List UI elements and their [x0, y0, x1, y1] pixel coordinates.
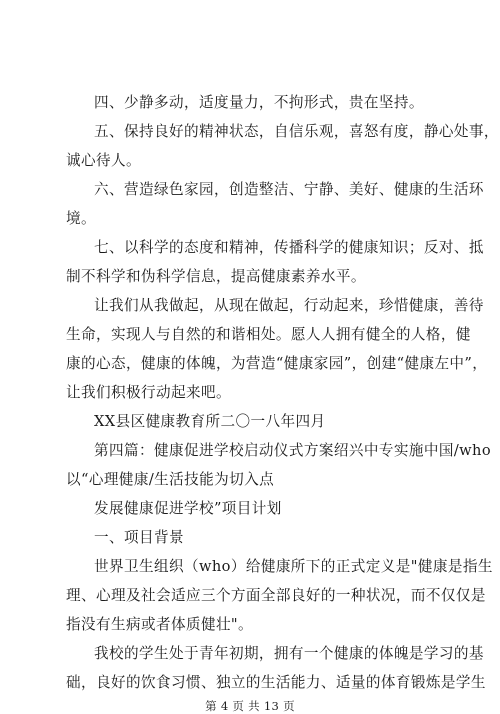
paragraph-line: 五、保持良好的精神状态，自信乐观，喜怒有度，静心处事，	[94, 123, 499, 140]
paragraph-line: 指没有生病或者体质健壮"。	[66, 616, 254, 633]
section-heading: 第四篇：健康促进学校启动仪式方案绍兴中专实施中国/who	[94, 442, 492, 459]
paragraph-line: 六、营造绿色家园，创造整洁、宁静、美好、健康的生活环	[94, 181, 484, 198]
paragraph-line: 理、心理及社会适应三个方面全部良好的一种状况，而不仅仅是	[66, 587, 486, 604]
paragraph-line: 础，良好的饮食习惯、独立的生活能力、适量的体育锻炼是学生	[66, 674, 486, 691]
paragraph-line: 境。	[66, 210, 96, 227]
paragraph-line: 诚心待人。	[66, 152, 141, 169]
paragraph-line: 让我们积极行动起来吧。	[66, 384, 231, 401]
paragraph-line: 生命，实现人与自然的和谐相处。愿人人拥有健全的人格，健	[66, 326, 471, 343]
paragraph-line: 我校的学生处于青年初期，拥有一个健康的体魄是学习的基	[94, 645, 484, 662]
paragraph-line: 四、少静多动，适度量力，不拘形式，贵在坚持。	[94, 94, 424, 111]
subsection-heading: 一、项目背景	[94, 529, 184, 546]
signature-line: XX县区健康教育所二〇一八年四月	[94, 413, 326, 430]
section-heading: 发展健康促进学校”项目计划	[94, 500, 282, 517]
section-heading: 以“心理健康/生活技能为切入点	[66, 471, 275, 488]
paragraph-line: 制不科学和伪科学信息，提高健康素养水平。	[66, 268, 366, 285]
paragraph-line: 康的心态，健康的体魄，为营造“健康家园”，创建“健康左中”，	[66, 355, 488, 372]
paragraph-line: 让我们从我做起，从现在做起，行动起来，珍惜健康，善待	[94, 297, 484, 314]
page-footer: 第 4 页 共 13 页	[205, 699, 295, 713]
paragraph-line: 世界卫生组织（who）给健康所下的正式定义是"健康是指生	[94, 558, 493, 575]
paragraph-line: 七、以科学的态度和精神，传播科学的健康知识；反对、抵	[94, 239, 484, 256]
